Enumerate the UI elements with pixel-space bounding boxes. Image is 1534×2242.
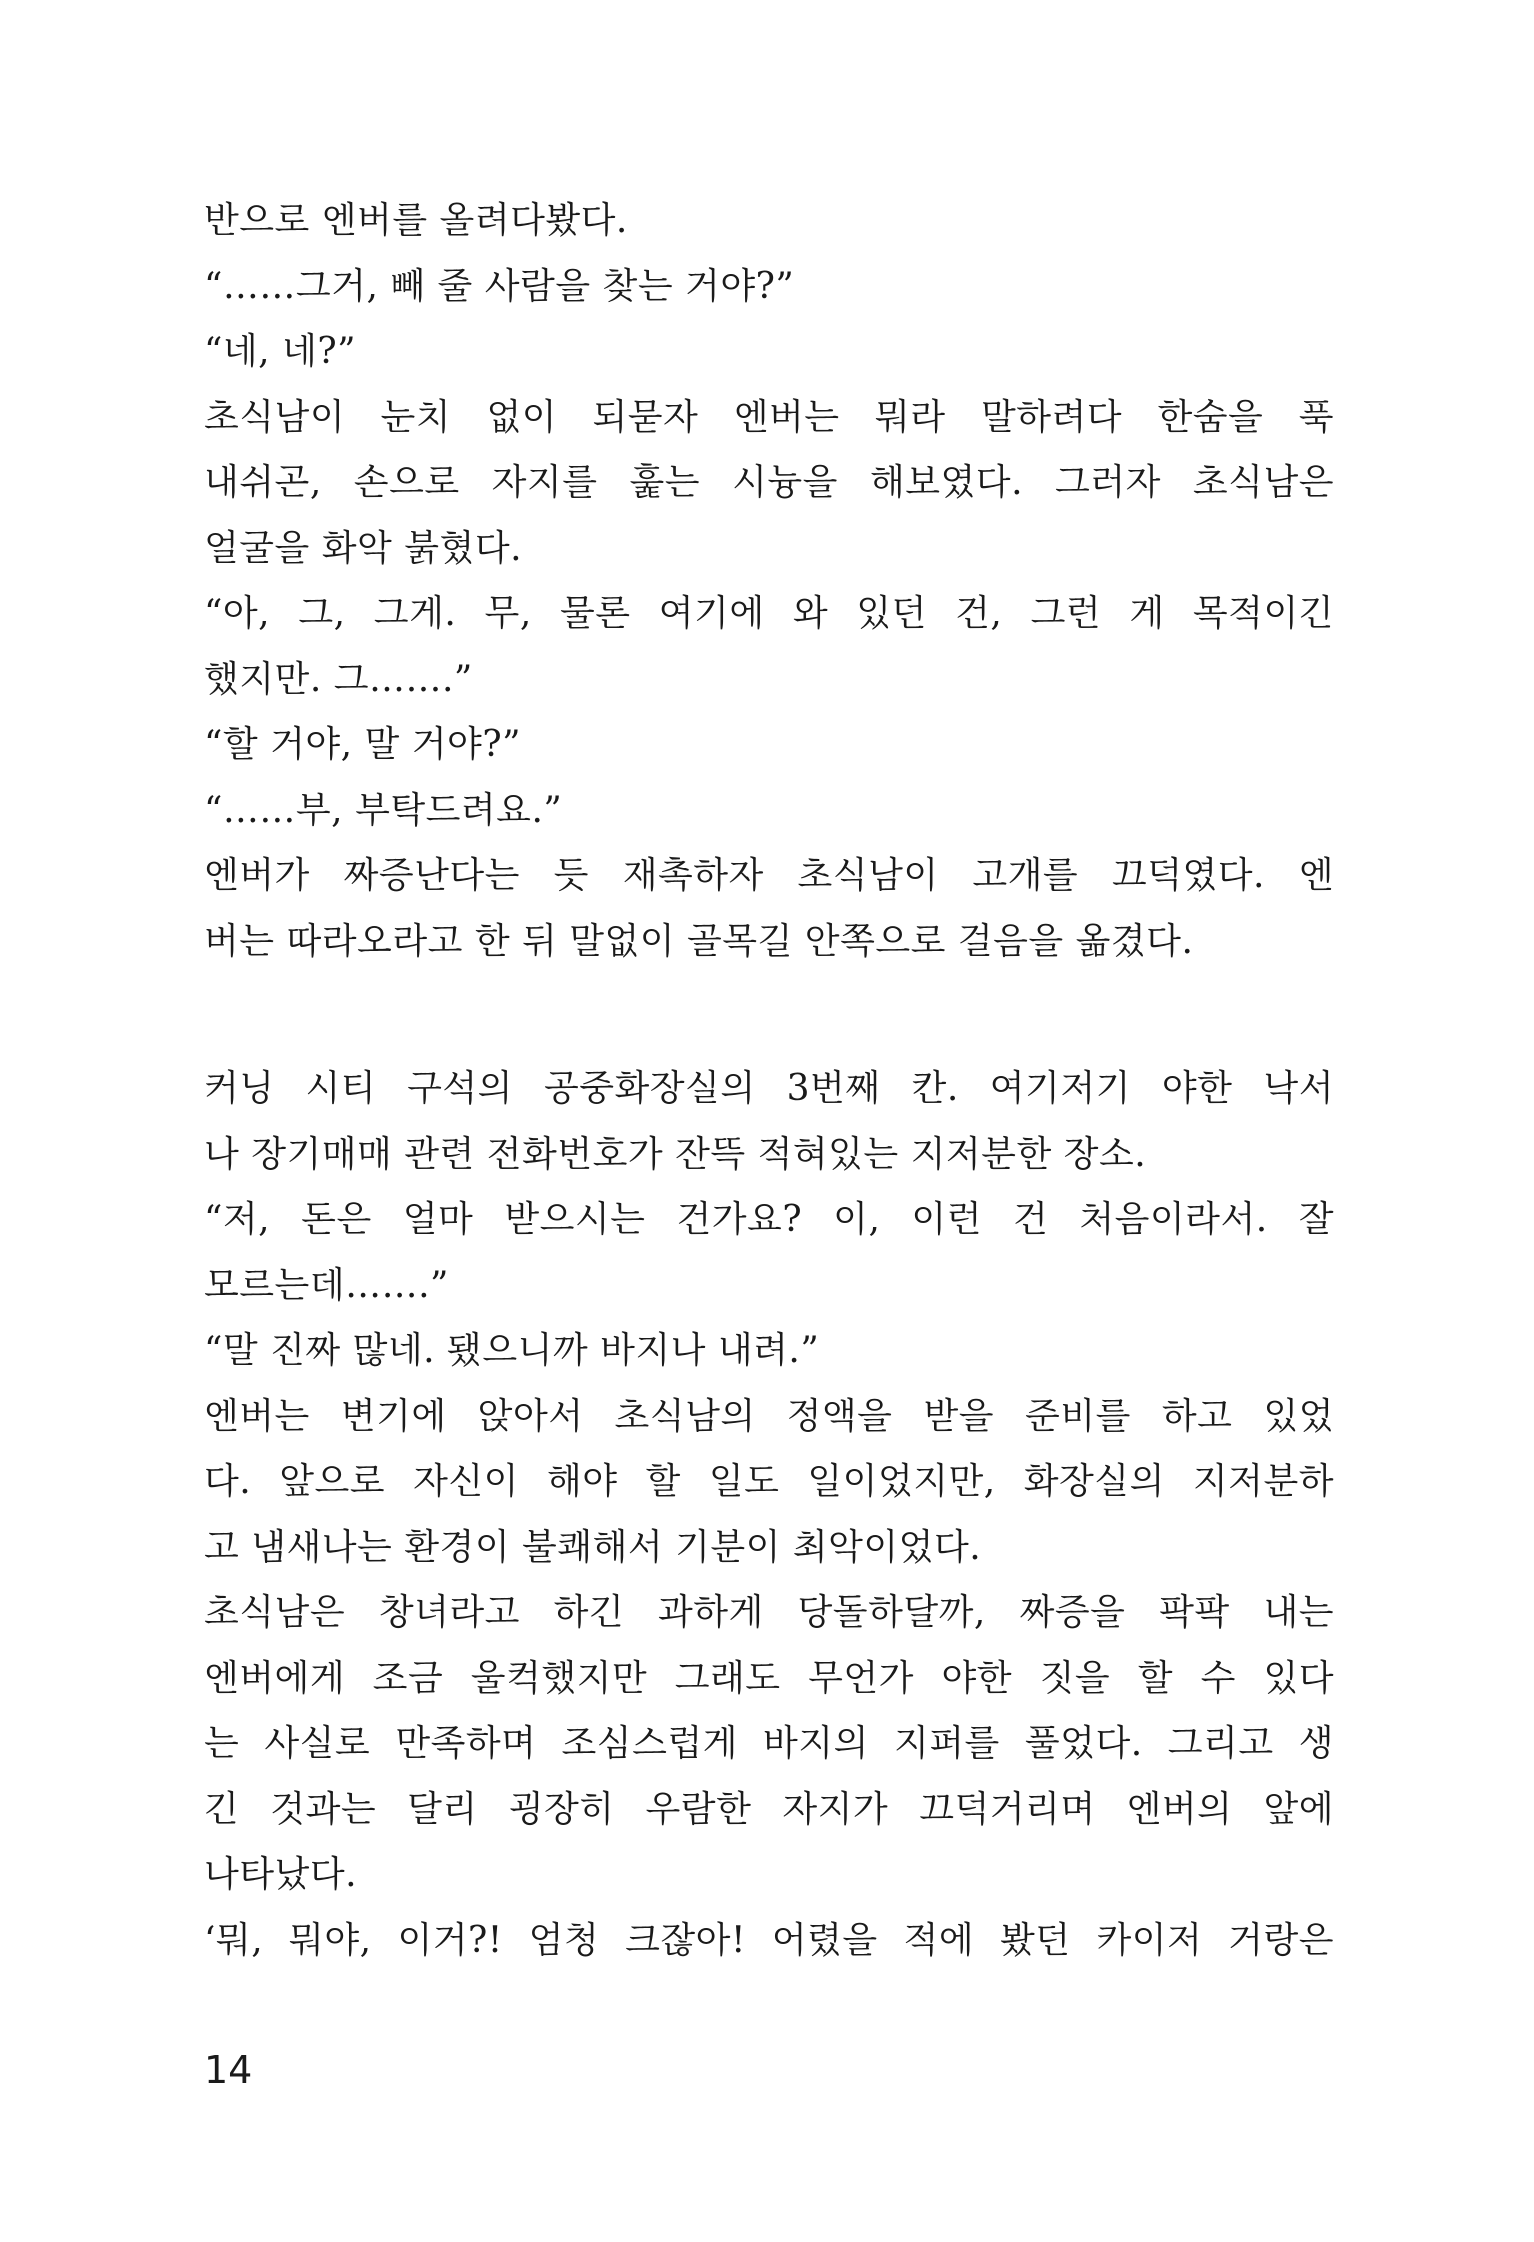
text-line: “아, 그, 그게. 무, 물론 여기에 와 있던 건, 그런 게 목적이긴 (204, 593, 1334, 634)
page-number: 14 (204, 2048, 253, 2092)
text-line: 초식남은 창녀라고 하긴 과하게 당돌하달까, 짜증을 팍팍 내는 (204, 1592, 1334, 1633)
text-line: “……부, 부탁드려요.” (204, 789, 563, 831)
text-line: “할 거야, 말 거야?” (204, 724, 522, 765)
text-line: “저, 돈은 얼마 받으시는 건가요? 이, 이런 건 처음이라서. 잘 (204, 1199, 1334, 1240)
text-line: 엔버는 변기에 앉아서 초식남의 정액을 받을 준비를 하고 있었 (204, 1395, 1334, 1437)
text-line: 는 사실로 만족하며 조심스럽게 바지의 지퍼를 풀었다. 그리고 생 (204, 1723, 1334, 1764)
text-line: 모르는데…….” (204, 1264, 449, 1306)
text-section-2 (204, 1056, 1334, 1973)
text-line: 얼굴을 화악 붉혔다. (204, 527, 523, 569)
text-line: 나타났다. (204, 1854, 358, 1895)
text-line: 커닝 시티 구석의 공중화장실의 3번째 칸. 여기저기 야한 낙서 (204, 1068, 1334, 1109)
text-section-1 (204, 188, 1334, 974)
text-line: 엔버가 짜증난다는 듯 재촉하자 초식남이 고개를 끄덕였다. 엔 (204, 855, 1334, 896)
text-line: 엔버에게 조금 울컥했지만 그래도 무언가 야한 짓을 할 수 있다 (204, 1657, 1334, 1699)
text-line: “말 진짜 많네. 됐으니까 바지나 내려.” (204, 1330, 820, 1371)
text-line: 긴 것과는 달리 굉장히 우람한 자지가 끄덕거리며 엔버의 앞에 (204, 1788, 1334, 1830)
text-line: 초식남이 눈치 없이 되묻자 엔버는 뭐라 말하려다 한숨을 푹 (204, 396, 1334, 438)
text-line: 내쉬곤, 손으로 자지를 훑는 시늉을 해보였다. 그러자 초식남은 (204, 462, 1334, 503)
text-line: “네, 네?” (204, 331, 357, 372)
text-line: 다. 앞으로 자신이 해야 할 일도 일이었지만, 화장실의 지저분하 (204, 1461, 1334, 1502)
text-line: 나 장기매매 관련 전화번호가 잔뜩 적혀있는 지저분한 장소. (204, 1133, 1147, 1175)
text-line: ‘뭐, 뭐야, 이거?! 엄청 크잖아! 어렸을 적에 봤던 카이저 거랑은 (204, 1919, 1334, 1961)
text-line: “……그거, 빼 줄 사람을 찾는 거야?” (204, 265, 795, 307)
text-line: 했지만. 그…….” (204, 658, 473, 700)
text-line: 고 냄새나는 환경이 불쾌해서 기분이 최악이었다. (204, 1526, 982, 1568)
text-line: 반으로 엔버를 올려다봤다. (204, 200, 628, 241)
text-line: 버는 따라오라고 한 뒤 말없이 골목길 안쪽으로 걸음을 옮겼다. (204, 920, 1194, 962)
